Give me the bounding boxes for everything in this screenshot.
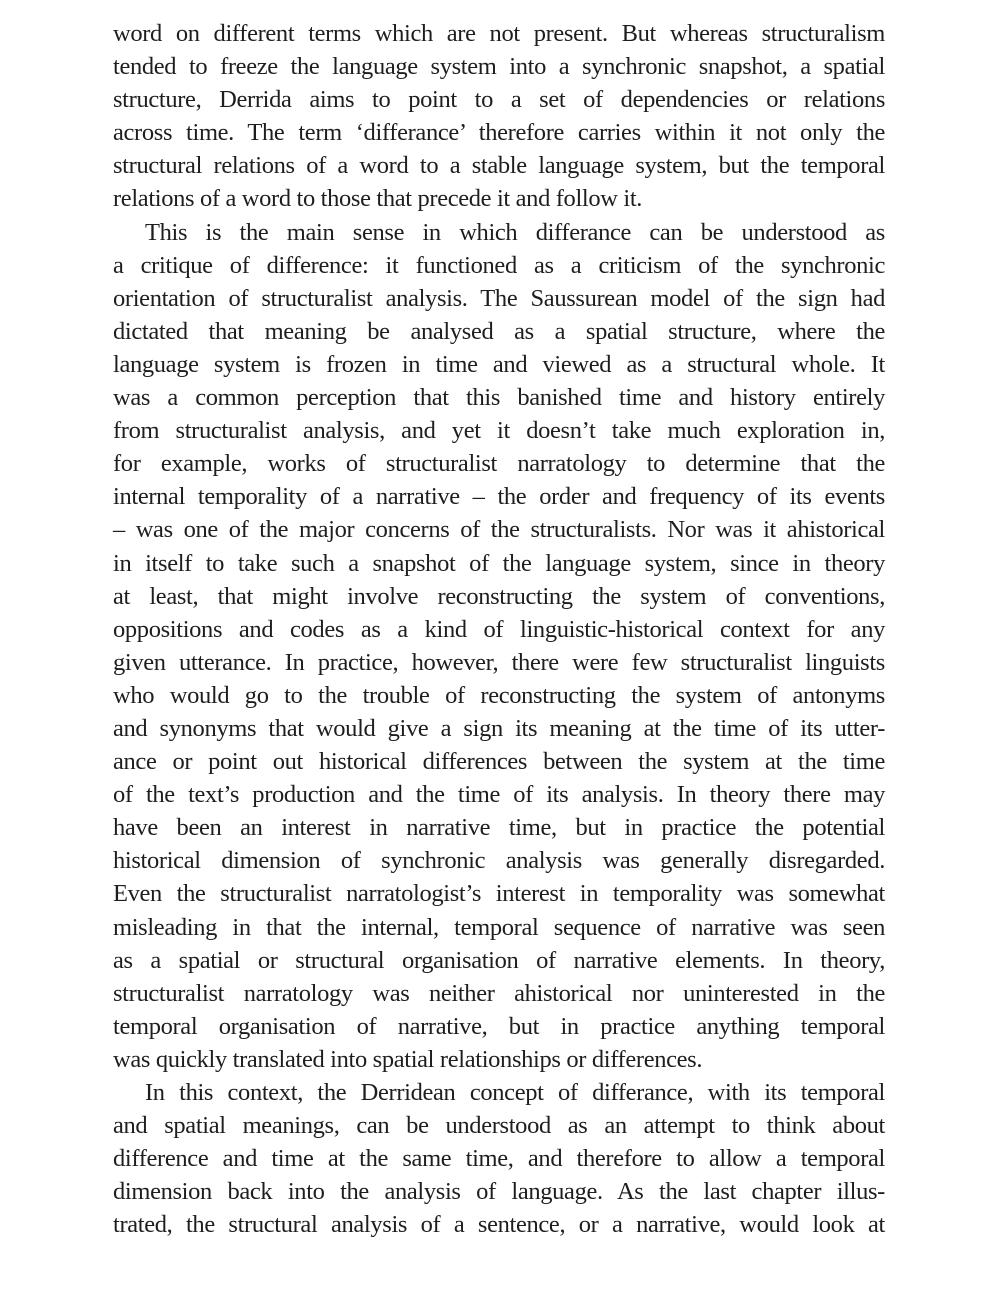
text-line: difference and time at the same time, and therefore to allow a temporal xyxy=(113,1145,885,1173)
text-line: structural relations of a word to a stable language system, but the temporal xyxy=(113,152,885,180)
text-line: as a spatial or structural organisation of narrative elements. In theory, xyxy=(113,946,885,974)
text-line: misleading in that the internal, temporal sequence of narrative was seen xyxy=(113,913,885,941)
text-line: tended to freeze the language system into a synchronic snapshot, a spatial xyxy=(113,53,885,81)
text-line: historical dimension of synchronic analysis was generally disregarded. xyxy=(113,847,885,875)
paragraph-1 xyxy=(113,17,885,216)
text-line: have been an interest in narrative time, but in practice the potential xyxy=(113,814,885,842)
text-line: was a common perception that this banished time and history entirely xyxy=(113,384,885,412)
text-line: This is the main sense in which differance can be understood as xyxy=(145,218,885,246)
text-line: oppositions and codes as a kind of linguistic-historical context for any xyxy=(113,615,885,643)
text-line: and spatial meanings, can be understood as an attempt to think about xyxy=(113,1112,885,1140)
text-line: at least, that might involve reconstructing the system of conventions, xyxy=(113,582,885,610)
text-line: structure, Derrida aims to point to a set of dependencies or relations xyxy=(113,86,885,114)
text-line: ance or point out historical differences between the system at the time xyxy=(113,748,885,776)
text-line: trated, the structural analysis of a sentence, or a narrative, would look at xyxy=(113,1211,885,1239)
text-line: language system is frozen in time and viewed as a structural whole. It xyxy=(113,350,885,378)
text-line: across time. The term ‘differance’ therefore carries within it not only the xyxy=(113,119,885,147)
text-line: orientation of structuralist analysis. The Saussurean model of the sign had xyxy=(113,284,885,312)
text-line: structuralist narratology was neither ahistorical nor uninterested in the xyxy=(113,979,885,1007)
text-line: for example, works of structuralist narratology to determine that the xyxy=(113,450,885,478)
text-line: relations of a word to those that precede it and follow it. xyxy=(113,185,643,213)
text-line: who would go to the trouble of reconstructing the system of antonyms xyxy=(113,681,885,709)
text-line: in itself to take such a snapshot of the language system, since in theory xyxy=(113,549,885,577)
document-page xyxy=(113,17,885,1241)
text-line: dimension back into the analysis of language. As the last chapter illus- xyxy=(113,1178,885,1206)
text-line: and synonyms that would give a sign its meaning at the time of its utter- xyxy=(113,714,885,742)
text-line: of the text’s production and the time of its analysis. In theory there may xyxy=(113,781,885,809)
text-line: internal temporality of a narrative – the order and frequency of its events xyxy=(113,483,885,511)
text-line: was quickly translated into spatial relationships or differences. xyxy=(113,1045,703,1073)
text-line: given utterance. In practice, however, there were few structuralist linguists xyxy=(113,648,885,676)
text-line: a critique of difference: it functioned as a criticism of the synchronic xyxy=(113,251,885,279)
text-line: dictated that meaning be analysed as a spatial structure, where the xyxy=(113,317,885,345)
paragraph-2 xyxy=(113,216,885,1076)
paragraph-3 xyxy=(113,1076,885,1241)
text-line: – was one of the major concerns of the structuralists. Nor was it ahistorical xyxy=(113,516,885,544)
text-line: Even the structuralist narratologist’s interest in temporality was somewhat xyxy=(113,880,885,908)
text-line: word on different terms which are not present. But whereas structuralism xyxy=(113,20,885,47)
text-line: temporal organisation of narrative, but in practice anything temporal xyxy=(113,1012,885,1040)
text-line: In this context, the Derridean concept of differance, with its temporal xyxy=(145,1079,885,1106)
text-line: from structuralist analysis, and yet it doesn’t take much exploration in, xyxy=(113,417,885,445)
